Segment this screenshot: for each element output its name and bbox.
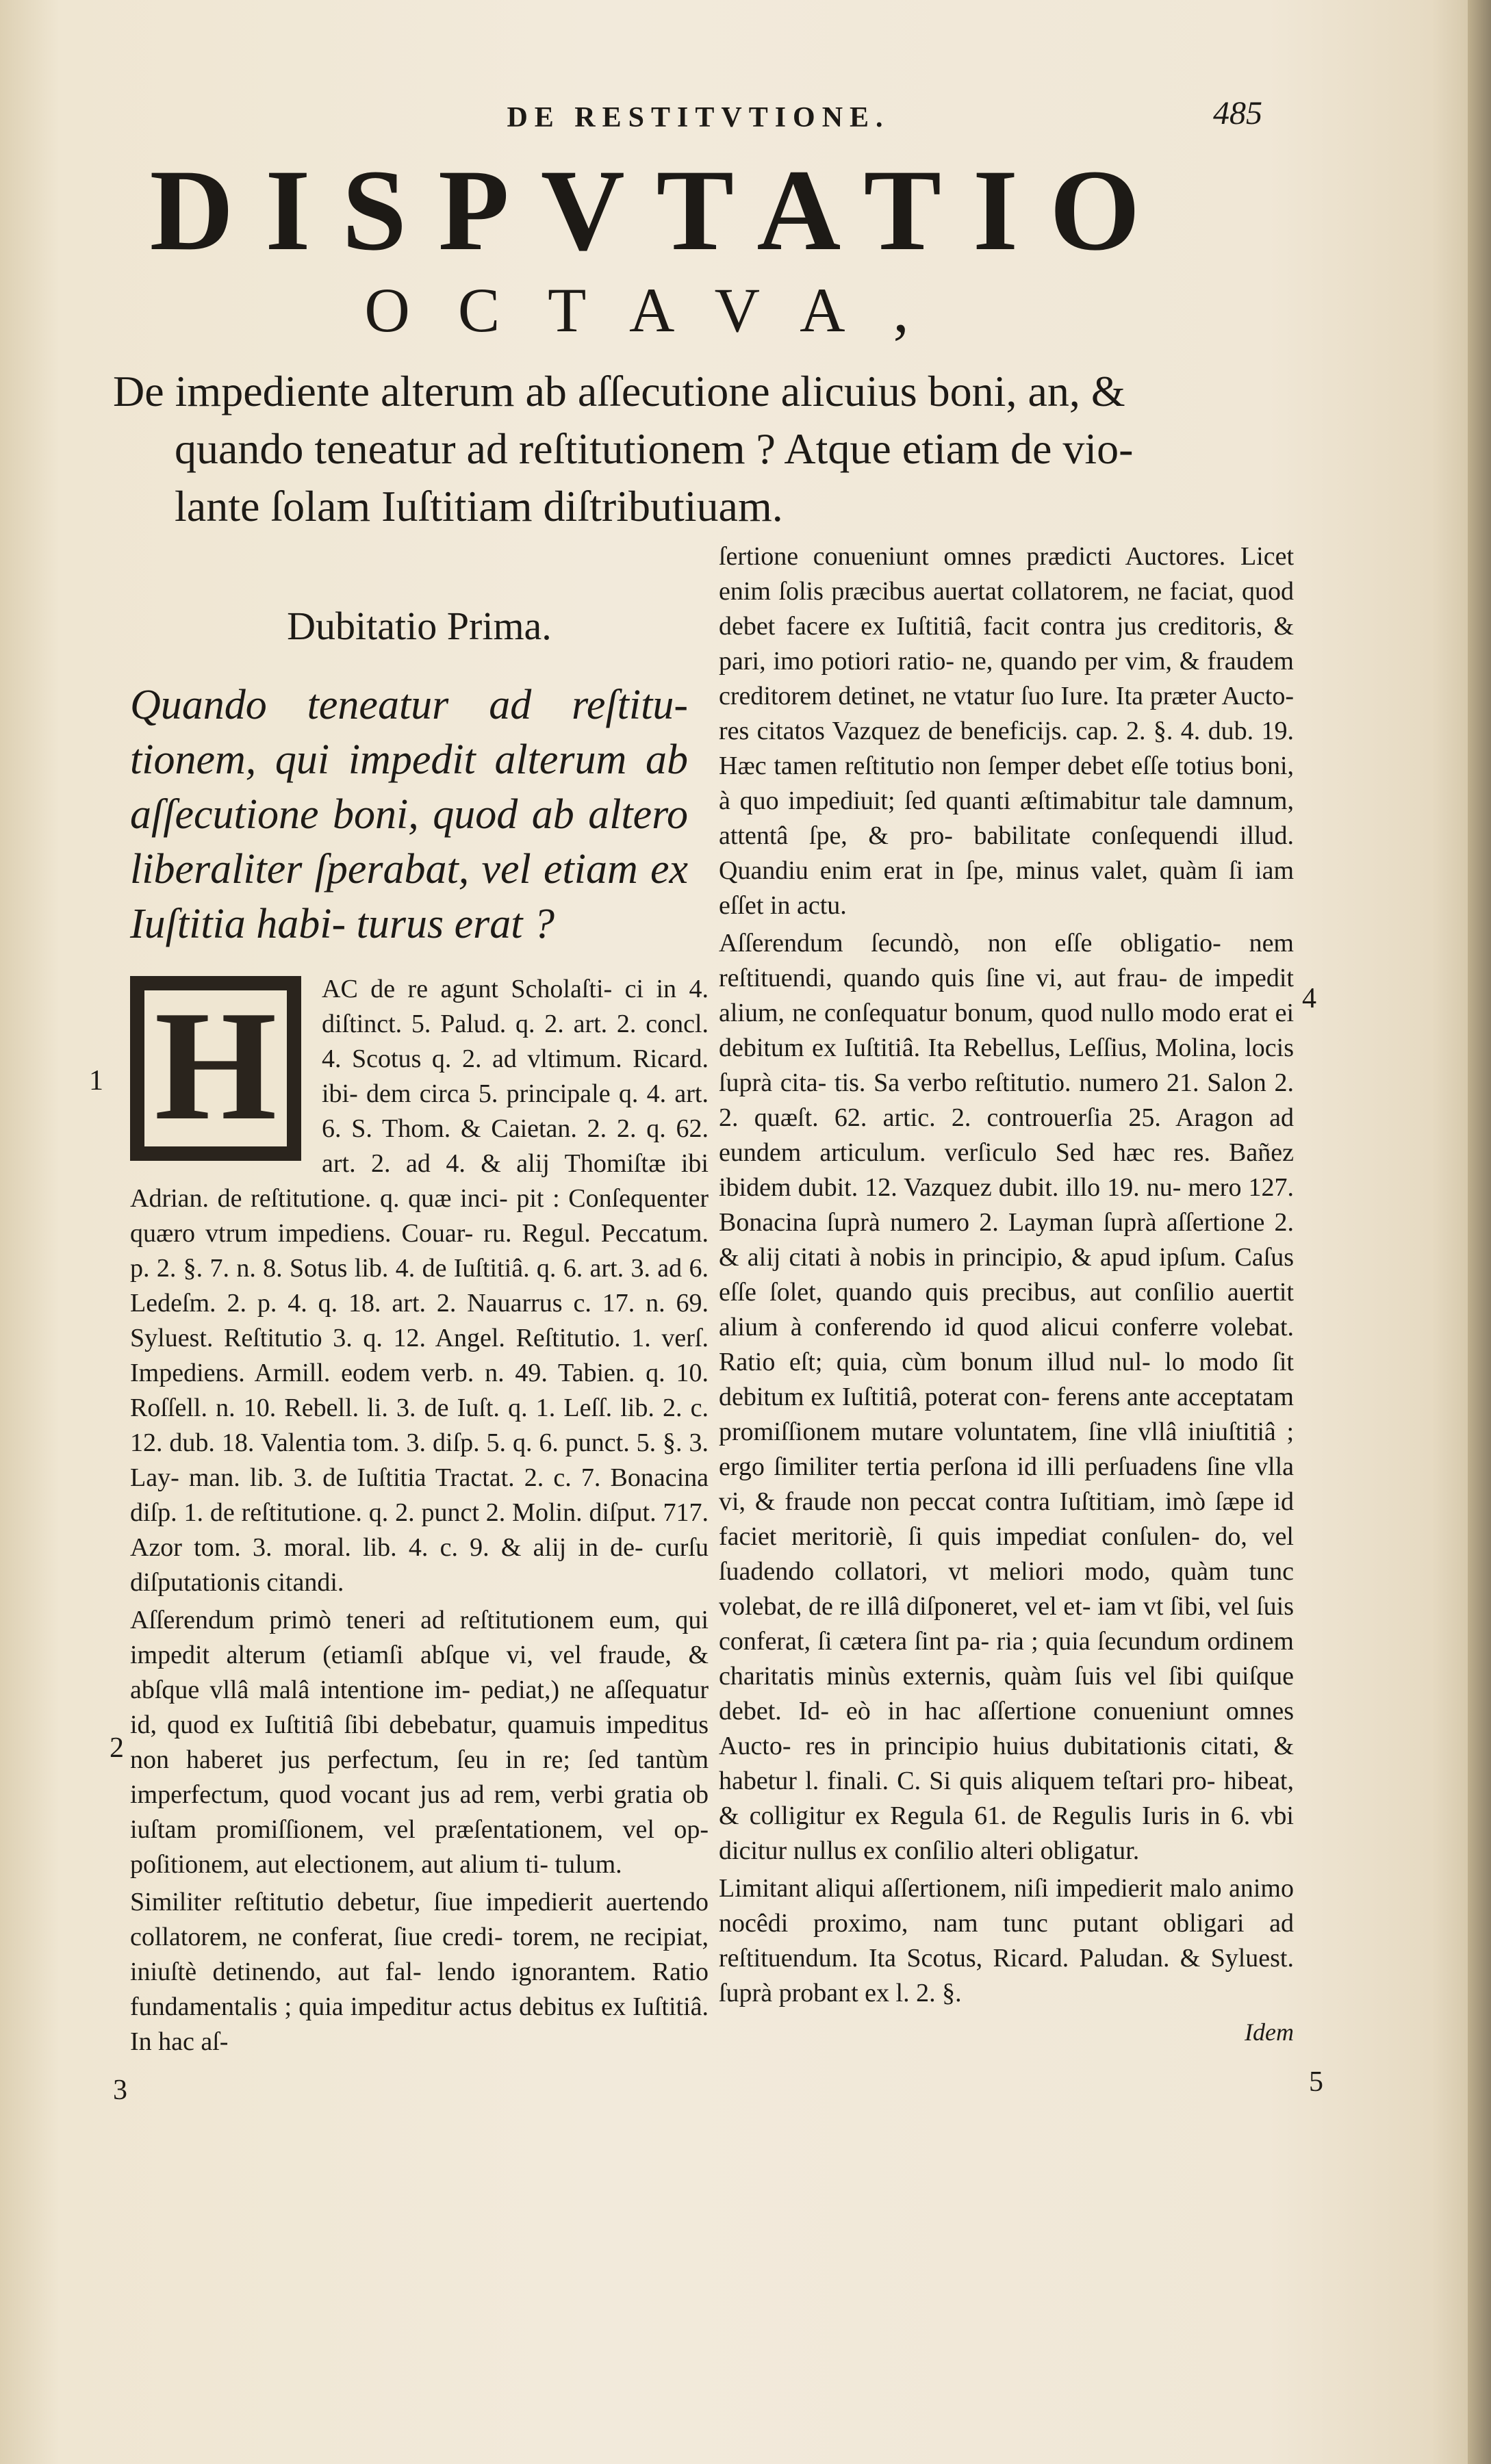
paragraph-5: Aſſerendum ſecundò, non eſſe obligatio- nem reſtituendi, quando quis ſine vi, aut frau- de impedit alium, ne conſequatur bonum, quod nullo modo erat ei debitum ex Iuſtitiâ. Ita Rebellus, Leſſius, Molina, locis ſuprà cita- tis. Sa verbo reſtitutio. numero 21. Salon 2. 2. quæſt. 62. artic. 2. controuerſia 25. Aragon ad eundem articulum. verſiculo Sed hæc res. Bañez ibidem dubit. 12. Vazquez dubit. illo 19. nu- mero 127. Bonacina ſuprà numero 2. Layman ſuprà aſſertione 2. & alij citati à nobis in principio, & apud ipſum. Caſus eſſe ſolet, quando quis precibus, aut conſilio auertit alium à conferendo id quod alicui conferre volebat. Ratio eſt; quia, cùm bonum illud nul- lo modo ſit debitum ex Iuſtitiâ, poterat con- ferens ante acceptatam promiſſionem mutare voluntatem, ſine vllâ iniuſtitiâ ; ergo ſimiliter tertia perſona id illi perſuadens ſine vlla vi, & fraude non peccat contra Iuſtitiam, imò ſæpe id faciet meritoriè, ſi quis impediat conſulen- do, vel ſuadendo collatori, vt meliori modo, quàm tunc volebat, de re illâ diſponeret, vel et- iam vt ſibi, vel ſuis conferat, ſi cætera ſint pa- ria ; quia ſecundum ordinem charitatis minùs externis, quàm ſuis vel ſibi quiſque debet. Id- eò in hac aſſertione conueniunt omnes Aucto- res in principio huius dubitationis citati, & habetur l. finali. C. Si quis aliquem teſtari pro- hibeat, & colligitur ex Regula 61. de Regulis Iuris in 6. vbi dicitur nullus ex conſilio alteri obligatur. bbox=[719, 929, 1294, 1865]
catchword: Idem bbox=[1245, 2018, 1294, 2046]
page-edge bbox=[1468, 0, 1491, 2464]
left-column bbox=[130, 561, 709, 2059]
margin-number-2: 2 bbox=[110, 1732, 124, 1764]
paragraph-6: Limitant aliqui aſſertionem, niſi impedierit malo animo nocêdi proximo, nam tunc putant obligari ad reſtituendum. Ita Scotus, Ricard. Paludan. & Syluest. ſuprà probant ex l. 2. §. bbox=[719, 1874, 1294, 2007]
drop-cap-letter: H bbox=[154, 978, 277, 1153]
disputation-title: DISPVTATIO bbox=[149, 146, 1172, 274]
margin-number-1: 1 bbox=[89, 1065, 103, 1096]
margin-number-4: 4 bbox=[1302, 983, 1316, 1014]
paragraph-1 bbox=[130, 972, 709, 1600]
caption-line-2: quando teneatur ad reſtitutionem ? Atque etiam de vio- bbox=[175, 424, 1134, 473]
margin-number-5: 5 bbox=[1309, 2066, 1323, 2098]
dubitatio-heading: Dubitatio Prima. bbox=[287, 604, 552, 648]
right-column bbox=[719, 539, 1294, 2050]
margin-number-3: 3 bbox=[113, 2075, 127, 2106]
disputation-caption bbox=[113, 363, 1284, 535]
ornamental-drop-cap bbox=[130, 976, 301, 1161]
running-title: DE RESTITVTIONE. bbox=[507, 102, 890, 133]
caption-line-3: lante ſolam Iuſtitiam diſtributiuam. bbox=[175, 482, 783, 530]
paragraph-4: ſertione conueniunt omnes prædicti Auctores. Licet enim ſolis præcibus auertat collatorem, ne faciat, quod debet facere ex Iuſtitiâ, facit contra jus creditoris, & pari, imo potiori ratio- ne, quando per vim, & fraudem creditorem detinet, ne vtatur ſuo Iure. Ita præter Aucto- res citatos Vazquez de beneficijs. cap. 2. §. 4. dub. 19. Hæc tamen reſtitutio non ſemper debet eſſe totius boni, à quo impediuit; ſed quanti æſtimabitur tale damnum, attentâ ſpe, & pro- babilitate conſequendi illud. Quandiu enim erat in ſpe, minus valet, quàm ſi iam eſſet in actu. bbox=[719, 542, 1294, 920]
page-number: 485 bbox=[1213, 95, 1262, 131]
caption-line-1: De impediente alterum ab aſſecutione alicuius boni, an, & bbox=[113, 367, 1125, 415]
paragraph-2: Aſſerendum primò teneri ad reſtitutionem eum, qui impedit alterum (etiamſi abſque vi, vel fraude, & abſque vllâ malâ intentione im- pediat,) ne aſſequatur id, quod ex Iuſtitiâ ſibi debebatur, quamuis impeditus non haberet jus perfectum, ſeu in re; ſed tantùm imperfectum, quod vocant jus ad rem, verbi gratia ob iuſtam promiſſionem, vel præſentationem, vel op- poſitionem, aut electionem, aut alium ti- tulum. bbox=[130, 1606, 709, 1879]
paragraph-1-text: AC de re agunt Scholaſti- ci in 4. diſtinct. 5. Palud. q. 2. art. 2. concl. 4. Scotus q. 2. ad vltimum. Ricard. ibi- dem circa 5. principale q. 4. art. 6. S. Thom. & Caietan. 2. 2. q. 62. art. 2. ad 4. & alij Thomiſtæ ibi Adrian. de reſtitutione. q. quæ inci- pit : Conſequenter quæro vtrum impediens. Couar- ru. Regul. Peccatum. p. 2. §. 7. n. 8. Sotus lib. 4. de Iuſtitiâ. q. 6. art. 3. ad 6. Ledeſm. 2. p. 4. q. 18. art. 2. Nauarrus c. 17. n. 69. Syluest. Reſtitutio 3. q. 12. Angel. Reſtitutio. 1. verſ. Impediens. Armill. eodem verb. n. 49. Tabien. q. 10. Roſſell. n. 10. Rebell. li. 3. de Iuſt. q. 1. Leſſ. lib. 2. c. 12. dub. 18. Valentia tom. 3. diſp. 5. q. 6. punct. 5. §. 3. Lay- man. lib. 3. de Iuſtitia Tractat. 2. c. 7. Bonacina diſp. 1. de reſtitutione. q. 2. punct 2. Molin. diſput. 717. Azor tom. 3. moral. lib. 4. c. 9. & alij in de- curſu diſputationis citandi. bbox=[130, 975, 709, 1597]
paragraph-3: Similiter reſtitutio debetur, ſiue impedierit auertendo collatorem, ne conferat, ſiue credi- torem, ne recipiat, iniuſtè detinendo, aut fal- lendo ignorantem. Ratio fundamentalis ; quia impeditur actus debitus ex Iuſtitiâ. In hac aſ- bbox=[130, 1888, 709, 2056]
disputation-subtitle: OCTAVA, bbox=[364, 275, 957, 345]
question-text: Quando teneatur ad reſtitu- tionem, qui impedit alterum ab aſſecutione boni, quod ab altero liberaliter ſperabat, vel etiam ex Iuſtitia habi- turus erat ? bbox=[130, 682, 688, 947]
